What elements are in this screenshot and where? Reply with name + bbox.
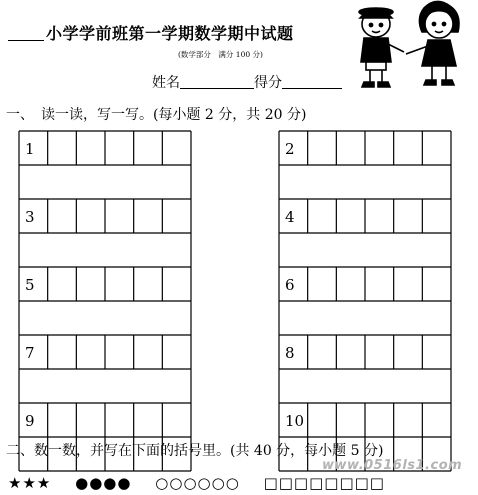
section2-heading: 二、数一数，并写在下面的括号里。(共 40 分，每小题 5 分) — [6, 443, 384, 459]
watermark: www.0516ls1.com — [322, 458, 463, 473]
grid-number: 4 — [285, 208, 295, 226]
grid-number: 8 — [285, 344, 295, 362]
grid-number: 7 — [25, 344, 35, 362]
grid-number: 1 — [25, 140, 35, 158]
name-label: 姓名 — [152, 75, 180, 91]
counting-symbols — [8, 474, 403, 492]
hollow-circle-group: ○○○○○○ — [155, 474, 240, 492]
filled-circle-group: ●●●● — [75, 474, 132, 492]
square-group: □□□□□□□□ — [263, 474, 385, 492]
grid-number: 5 — [25, 276, 35, 294]
page-title: 小学学前班第一学期数学期中试题 — [46, 24, 294, 43]
grid-number: 9 — [25, 412, 35, 430]
page-subtitle: (数学部分 满分 100 分) — [178, 50, 263, 59]
star-group: ★★★ — [8, 474, 52, 492]
grid-number: 6 — [285, 276, 295, 294]
section1-heading: 一、 读一读，写一写。(每小题 2 分，共 20 分) — [6, 107, 307, 123]
grid-number: 2 — [285, 140, 295, 158]
grid-number: 10 — [285, 412, 305, 430]
grid-number: 3 — [25, 208, 35, 226]
score-label: 得分 — [254, 75, 282, 91]
